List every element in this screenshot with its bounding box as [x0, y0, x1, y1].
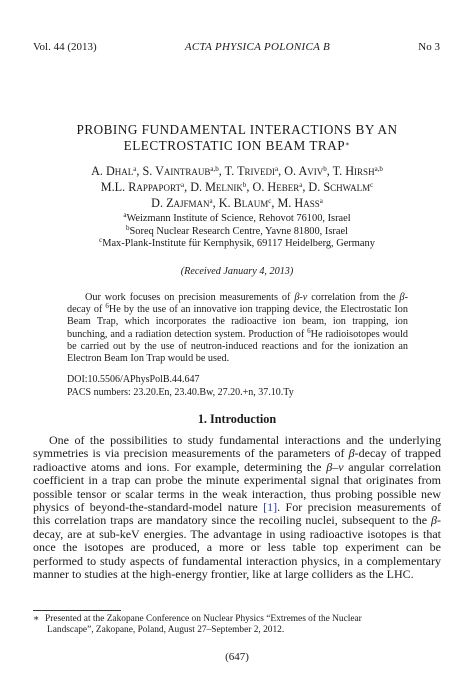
footnote-text: Presented at the Zakopane Conference on Nuclear Physics “Extremes of the Nuclear — [45, 614, 362, 624]
body-text: -decay of trapped radioactive atoms and ions. For example, determining the — [33, 446, 442, 474]
affiliation — [30, 223, 444, 239]
body-text: -decay, are at sub-keV energies. The advantage in using radioactive isotopes is that once the isotopes are produced, a more or less table top experiment can be performed to study aspects of fundamental interaction physics, in a complementary manner to studies at the high-energy frontier, like at large colliders as the LHC. — [33, 513, 441, 582]
author-name: K. Blaum — [218, 196, 269, 210]
body-text: One of the possibilities to study fundamental interactions and the underlying symmetries is via precision measurements of the parameters of — [33, 433, 441, 461]
affiliation — [30, 213, 444, 226]
footnote-line-2: Landscape”, Zakopane, Poland, August 27–September 2, 2012. — [47, 625, 285, 636]
affiliation-mark: b — [126, 223, 130, 232]
affiliation-text: Soreq Nuclear Research Centre, Yavne 81800, Israel — [129, 225, 348, 237]
body-math: β — [348, 446, 355, 461]
author-name: O. Aviv — [284, 164, 324, 178]
author-affiliation-mark: a — [133, 165, 137, 173]
abstract-part: He radioisotopes would be carried out by the use of neutron-induced reactions and for the ionization an Electron Beam Ion Trap would be used. — [67, 328, 408, 365]
body-math: β–ν — [326, 459, 344, 474]
isotope-mass: 6 — [307, 326, 311, 335]
footnote-rule — [33, 610, 121, 611]
body-math: β — [431, 513, 437, 528]
author-affiliation-mark: b — [323, 165, 327, 173]
author-affiliation-mark: c — [370, 181, 374, 189]
author-affiliation-mark: a — [275, 165, 279, 173]
author-name: T. Trivedi — [224, 164, 276, 178]
author-name: M. Hass — [277, 196, 320, 210]
author-separator: , — [278, 164, 285, 178]
author-name: D. Melnik — [190, 180, 243, 194]
footnote — [33, 614, 441, 636]
introduction-body — [33, 434, 441, 581]
body-text: angular correlation coefficient in a trap can probe the minute experimental signal that originates from possible tensor or scalar terms in the weak interaction, thus probing possible new physics of beyond-the-standard-model nature — [33, 459, 441, 515]
doi: DOI:10.5506/APhysPolB.44.647 — [67, 374, 200, 385]
author-affiliation-mark: c — [268, 197, 272, 205]
author-name: S. Vaintraub — [142, 164, 211, 178]
introduction-paragraph — [33, 434, 441, 581]
abstract-part: correlation from the — [307, 292, 400, 303]
paper-title — [30, 122, 444, 154]
author-separator: , — [246, 180, 253, 194]
footnote-line-1 — [33, 614, 441, 625]
author-affiliation-mark: b — [242, 181, 247, 189]
author-separator: , — [218, 164, 225, 178]
footnote-mark: ∗ — [33, 614, 40, 624]
author-name: M.L. Rappaport — [100, 180, 181, 194]
author-line — [30, 163, 444, 179]
abstract-math: β — [399, 292, 405, 303]
author-affiliation-mark: a — [319, 197, 323, 205]
author-separator: , — [184, 180, 191, 194]
affiliation-text: Max-Plank-Institute für Kernphysik, 69117 Heidelberg, Germany — [102, 238, 375, 249]
author-separator: , — [136, 164, 143, 178]
author-affiliation-mark: a — [180, 181, 185, 189]
author-affiliation-mark: a — [209, 197, 213, 205]
abstract-part: Our work focuses on precision measurements of — [85, 292, 295, 303]
title-line-2 — [30, 138, 444, 154]
author-separator: , — [302, 180, 309, 194]
author-line — [30, 195, 444, 211]
body-text: . For precision measurements of this correlation traps are mandatory since the recoiling nuclei, subsequent to the — [33, 500, 441, 528]
author-name: D. Schwalm — [308, 180, 371, 194]
author-separator: , — [212, 196, 219, 210]
author-name: D. Zajfman — [151, 196, 210, 210]
running-header — [33, 40, 440, 54]
author-separator: , — [271, 196, 278, 210]
author-name: T. Hirsh — [332, 164, 375, 178]
author-affiliation-mark: a,b — [374, 165, 383, 173]
section-heading — [30, 412, 444, 427]
abstract — [67, 292, 408, 365]
affiliation-list — [30, 213, 444, 251]
author-name: A. Dhal — [91, 164, 134, 178]
citation-link[interactable]: [1] — [263, 500, 278, 515]
author-list — [30, 163, 444, 211]
pacs-numbers: PACS numbers: 23.20.En, 23.40.Bw, 27.20.+n, 37.10.Ty — [67, 386, 294, 398]
author-name: O. Heber — [252, 180, 300, 194]
author-line — [30, 179, 444, 195]
title-line-1: PROBING FUNDAMENTAL INTERACTIONS BY AN — [76, 122, 398, 137]
abstract-part: He by the use of an innovative ion trapping device, the Electrostatic Ion Beam Trap, which incorporates the radioactive ion beam, ion trapping, ion bunching, and a radiation detection system. Production of — [67, 304, 408, 340]
title-line-2-text: ELECTROSTATIC ION BEAM TRAP — [123, 138, 346, 153]
affiliation-mark: a — [123, 211, 127, 219]
volume-label: Vol. 44 (2013) — [33, 41, 97, 53]
isotope-mass: 6 — [105, 302, 109, 311]
section-number: 1. — [197, 412, 207, 426]
author-affiliation-mark: a,b — [210, 165, 219, 173]
author-separator: , — [326, 164, 333, 178]
title-footnote-mark: ∗ — [345, 140, 351, 148]
journal-name: ACTA PHYSICA POLONICA B — [184, 41, 331, 53]
article-identifiers — [67, 374, 294, 399]
affiliation-mark: c — [99, 236, 103, 244]
author-affiliation-mark: a — [299, 181, 303, 189]
abstract-part: -decay of — [67, 292, 409, 316]
affiliation-text: Weizmann Institute of Science, Rehovot 76100, Israel — [126, 213, 351, 224]
issue-number: No 3 — [418, 41, 440, 53]
section-title: Introduction — [210, 412, 277, 426]
page-number: (647) — [225, 651, 249, 663]
abstract-text — [67, 292, 408, 365]
abstract-math: β-ν — [294, 292, 308, 303]
received-date: (Received January 4, 2013) — [180, 266, 294, 277]
affiliation — [30, 238, 444, 251]
